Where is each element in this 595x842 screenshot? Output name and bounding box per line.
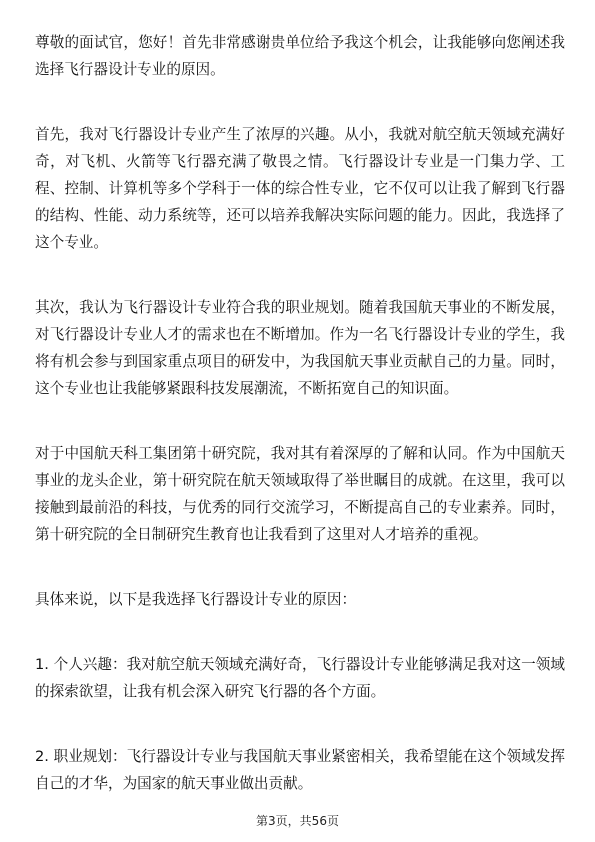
paragraph-interest: 首先，我对飞行器设计专业产生了浓厚的兴趣。从小，我就对航空航天领域充满好奇，对飞机、火箭等飞行器充满了敬畏之情。飞行器设计专业是一门集力学、工程、控制、计算机等多个学科于一体的综合性专业，它不仅可以让我了解到飞行器的结构、性能、动力系统等，还可以培养我解决实际问题的能力。因此，我选择了这个专业。 bbox=[35, 126, 565, 251]
list-item-personal-interest: 1. 个人兴趣：我对航空航天领域充满好奇，飞行器设计专业能够满足我对这一领域的探索欲望，让我有机会深入研究飞行器的各个方面。 bbox=[35, 656, 565, 700]
paragraph-intro-list: 具体来说，以下是我选择飞行器设计专业的原因： bbox=[35, 591, 357, 608]
list-item-career-plan: 2. 职业规划：飞行器设计专业与我国航天事业紧密相关，我希望能在这个领域发挥自己的才华，为国家的航天事业做出贡献。 bbox=[35, 748, 565, 792]
document-body bbox=[35, 29, 565, 835]
page-number: 第3页，共56页 bbox=[256, 814, 339, 828]
paragraph-institute: 对于中国航天科工集团第十研究院，我对其有着深厚的了解和认同。作为中国航天事业的龙头企业，第十研究院在航天领域取得了举世瞩目的成就。在这里，我可以接触到最前沿的科技，与优秀的同行交流学习，不断提高自己的专业素养。同时，第十研究院的全日制研究生教育也让我看到了这里对人才培养的重视。 bbox=[35, 445, 565, 543]
paragraph-career: 其次，我认为飞行器设计专业符合我的职业规划。随着我国航天事业的不断发展，对飞行器设计专业人才的需求也在不断增加。作为一名飞行器设计专业的学生，我将有机会参与到国家重点项目的研发中，为我国航天事业贡献自己的力量。同时，这个专业也让我能够紧跟科技发展潮流，不断拓宽自己的知识面。 bbox=[35, 299, 565, 397]
paragraph-greeting: 尊敬的面试官，您好！首先非常感谢贵单位给予我这个机会，让我能够向您阐述我选择飞行器设计专业的原因。 bbox=[35, 34, 565, 78]
